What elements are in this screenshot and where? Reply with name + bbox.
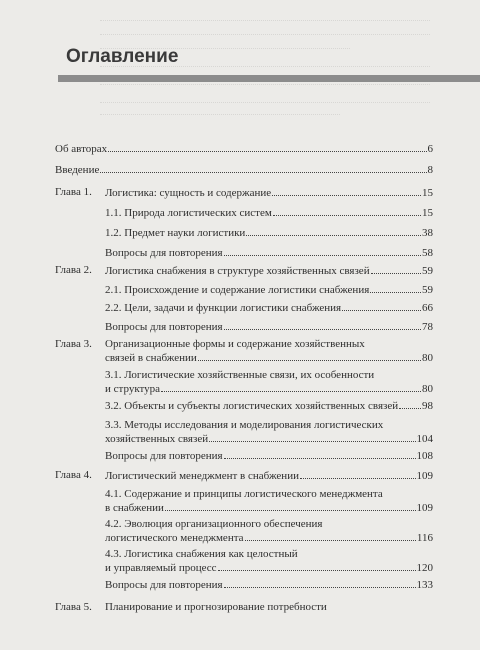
toc-entry[interactable]: [105, 301, 433, 315]
toc-page-number: 38: [422, 227, 433, 239]
toc-page-number: 120: [416, 562, 433, 574]
toc-leader-dots: [165, 501, 416, 511]
toc-entry-text: Организационные формы и содержание хозяйственных: [105, 338, 365, 350]
toc-page-number: 8: [427, 164, 433, 176]
toc-page-number: 78: [422, 321, 433, 333]
toc-entry-text: Вопросы для повторения: [105, 579, 223, 591]
toc-chapter-label: Глава 2.: [55, 264, 92, 276]
toc-entry-text: Введение: [55, 164, 100, 176]
toc-leader-dots: [224, 578, 416, 588]
toc-entry-text-continued: логистического менеджмента: [105, 532, 244, 544]
toc-leader-dots: [218, 561, 416, 571]
toc-entry-text: 3.3. Методы исследования и моделирования логистических: [105, 419, 384, 431]
toc-entry-text: 3.2. Объекты и субъекты логистических хозяйственных связей: [105, 400, 399, 412]
toc-leader-dots: [198, 351, 421, 361]
toc-page-number: 109: [416, 470, 433, 482]
toc-entry[interactable]: [105, 369, 433, 396]
toc-page-number: 109: [416, 502, 433, 514]
toc-page-number: 59: [422, 265, 433, 277]
toc-leader-dots: [371, 264, 421, 274]
toc-leader-dots: [246, 226, 421, 236]
toc-entry-text: 3.1. Логистические хозяйственные связи, их особенности: [105, 369, 375, 381]
toc-entry-text: Логистика: сущность и содержание: [105, 187, 272, 199]
toc-entry-text: Об авторах: [55, 143, 108, 155]
toc-entry[interactable]: [105, 206, 433, 220]
toc-page-number: 15: [422, 207, 433, 219]
toc-entry-text: Вопросы для повторения: [105, 321, 223, 333]
toc-entry[interactable]: [105, 320, 433, 334]
toc-page-number: 58: [422, 247, 433, 259]
toc-page-number: 98: [422, 400, 433, 412]
toc-page-number: 80: [422, 352, 433, 364]
toc-entry-text-continued: связей в снабжении: [105, 352, 197, 364]
toc-entry[interactable]: [105, 578, 433, 592]
toc-entry[interactable]: [105, 419, 433, 446]
toc-entry[interactable]: [55, 142, 433, 156]
toc-leader-dots: [273, 206, 421, 216]
toc-entry-text: Планирование и прогнозирование потребности: [105, 601, 327, 613]
toc-entry-text-continued: и управляемый процесс: [105, 562, 217, 574]
toc-page-number: 15: [422, 187, 433, 199]
toc-entry-text: 2.2. Цели, задачи и функции логистики снабжения: [105, 302, 342, 314]
toc-entry-text-continued: хозяйственных связей: [105, 433, 209, 445]
toc-leader-dots: [272, 186, 421, 196]
title-rule: [58, 75, 480, 82]
toc-entry-text: Логистика снабжения в структуре хозяйственных связей: [105, 265, 370, 277]
toc-entry-text: 1.1. Природа логистических систем: [105, 207, 272, 219]
toc-leader-dots: [100, 163, 426, 173]
toc-entry-text: 4.3. Логистика снабжения как целостный: [105, 548, 298, 560]
toc-entry[interactable]: [105, 283, 433, 297]
toc-chapter-label: Глава 1.: [55, 186, 92, 198]
toc-page-number: 66: [422, 302, 433, 314]
toc-entry-text: 4.2. Эволюция организационного обеспечения: [105, 518, 323, 530]
toc-entry-text: 1.2. Предмет науки логистики: [105, 227, 246, 239]
toc-entry[interactable]: [105, 601, 433, 614]
toc-entry[interactable]: [105, 246, 433, 260]
toc-page-number: 133: [416, 579, 433, 591]
toc-entry-text: 4.1. Содержание и принципы логистического менеджмента: [105, 488, 383, 500]
toc-page-number: 104: [416, 433, 433, 445]
toc-leader-dots: [245, 531, 416, 541]
toc-entry-text-continued: в снабжении: [105, 502, 164, 514]
page-title: Оглавление: [66, 46, 179, 67]
toc-entry[interactable]: [105, 548, 433, 575]
toc-leader-dots: [224, 320, 421, 330]
toc-page-number: 80: [422, 383, 433, 395]
toc-leader-dots: [224, 449, 416, 459]
toc-entry-text: Вопросы для повторения: [105, 450, 223, 462]
toc-entry[interactable]: [105, 449, 433, 463]
toc-entry-text-continued: и структура: [105, 383, 161, 395]
toc-page-number: 59: [422, 284, 433, 296]
toc-entry-text: Вопросы для повторения: [105, 247, 223, 259]
toc-entry[interactable]: [105, 226, 433, 240]
toc-chapter-label: Глава 5.: [55, 601, 92, 613]
toc-leader-dots: [399, 399, 421, 409]
toc-entry[interactable]: [105, 264, 433, 278]
toc-leader-dots: [370, 283, 421, 293]
toc-entry[interactable]: [105, 469, 433, 483]
toc-leader-dots: [108, 142, 426, 152]
toc-leader-dots: [224, 246, 421, 256]
toc-entry[interactable]: [105, 186, 433, 200]
toc-entry[interactable]: [105, 338, 433, 365]
toc-page-number: 108: [416, 450, 433, 462]
toc-entry-text: Логистический менеджмент в снабжении: [105, 470, 299, 482]
toc-entry[interactable]: [105, 518, 433, 545]
toc-leader-dots: [342, 301, 421, 311]
toc-entry[interactable]: [55, 163, 433, 177]
toc-chapter-label: Глава 4.: [55, 469, 92, 481]
toc-page-number: 6: [427, 143, 433, 155]
toc-leader-dots: [209, 432, 415, 442]
toc-page-number: 116: [416, 532, 433, 544]
toc-entry[interactable]: [105, 488, 433, 515]
toc-leader-dots: [161, 382, 421, 392]
toc-entry[interactable]: [105, 399, 433, 413]
toc-entry-text: 2.1. Происхождение и содержание логистики снабжения: [105, 284, 370, 296]
toc-chapter-label: Глава 3.: [55, 338, 92, 350]
toc-leader-dots: [300, 469, 416, 479]
